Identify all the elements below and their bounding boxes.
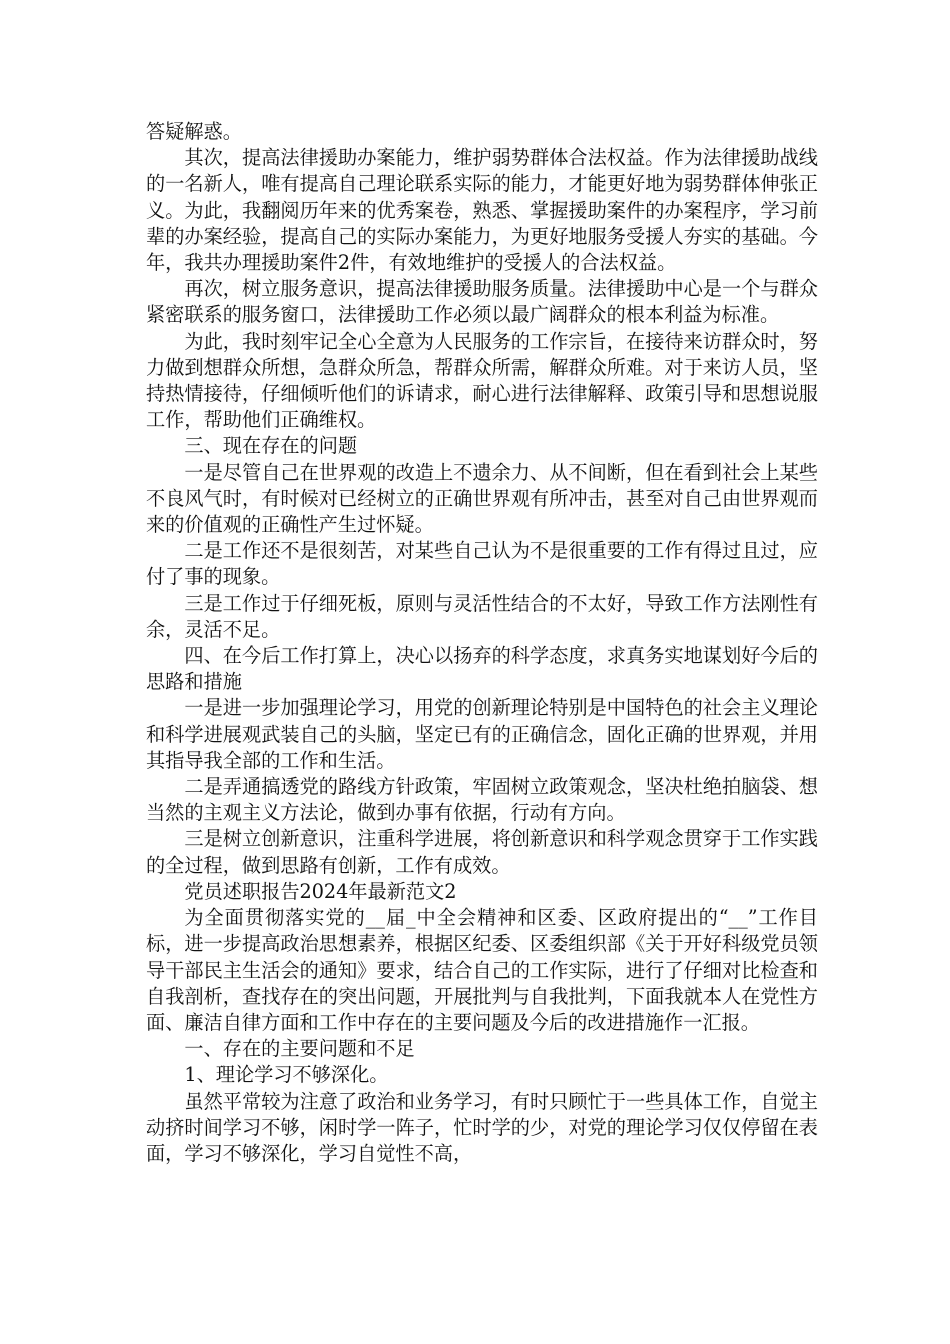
paragraph-plan-2: 二是弄通搞透党的路线方针政策，牢固树立政策观念，坚决杜绝拍脑袋、想当然的主观主义方法论，做到办事有依据，行动有方向。 <box>146 775 818 825</box>
document-body <box>146 119 818 1167</box>
paragraph-serve-people: 为此，我时刻牢记全心全意为人民服务的工作宗旨，在接待来访群众时，努力做到想群众所想，急群众所急，帮群众所需，解群众所难。对于来访人员，坚持热情接待，仔细倾听他们的诉请求，耐心进行法律解释、政策引导和思想说服工作，帮助他们正确维权。 <box>146 329 818 432</box>
paragraph-problem-2: 二是工作还不是很刻苦，对某些自己认为不是很重要的工作有得过且过，应付了事的现象。 <box>146 539 818 589</box>
subheading-theory-study: 1、理论学习不够深化。 <box>184 1063 389 1087</box>
document-subtitle: 党员述职报告2024年最新范文2 <box>184 879 457 903</box>
paragraph-introduction: 为全面贯彻落实党的__届_中全会精神和区委、区政府提出的“__”工作目标，进一步提高政治思想素养，根据区纪委、区委组织部《关于开好科级党员领导干部民主生活会的通知》要求，结合自己的工作实际，进行了仔细对比检查和自我剖析，查找存在的突出问题，开展批判与自我批判，下面我就本人在党性方面、廉洁自律方面和工作中存在的主要问题及今后的改进措施作一汇报。 <box>146 906 818 1034</box>
section-heading-main-problems: 一、存在的主要问题和不足 <box>184 1037 415 1061</box>
paragraph-theory-study: 虽然平常较为注意了政治和业务学习，有时只顾忙于一些具体工作，自觉主动挤时间学习不够，闲时学一阵子，忙时学的少，对党的理论学习仅仅停留在表面，学习不够深化，学习自觉性不高， <box>146 1089 818 1165</box>
paragraph-legal-aid-ability: 其次，提高法律援助办案能力，维护弱势群体合法权益。作为法律援助战线的一名新人，唯有提高自己理论联系实际的能力，才能更好地为弱势群体伸张正义。为此，我翻阅历年来的优秀案卷，熟悉、掌握援助案件的办案程序，学习前辈的办案经验，提高自己的实际办案能力，为更好地服务受援人夯实的基础。今年，我共办理援助案件2件，有效地维护的受援人的合法权益。 <box>146 146 818 275</box>
paragraph-plan-1: 一是进一步加强理论学习，用党的创新理论特别是中国特色的社会主义理论和科学进展观武装自己的头脑，坚定已有的正确信念，固化正确的世界观，并用其指导我全部的工作和生活。 <box>146 696 818 772</box>
paragraph-service-awareness: 再次，树立服务意识，提高法律援助服务质量。法律援助中心是一个与群众紧密联系的服务窗口，法律援助工作必须以最广阔群众的根本利益为标准。 <box>146 277 818 327</box>
paragraph-problem-1: 一是尽管自己在世界观的改造上不遗余力、从不间断，但在看到社会上某些不良风气时，有时候对已经树立的正确世界观有所冲击，甚至对自己由世界观而来的价值观的正确性产生过怀疑。 <box>146 460 818 537</box>
paragraph-problem-3: 三是工作过于仔细死板，原则与灵活性结合的不太好，导致工作方法刚性有余，灵活不足。 <box>146 591 818 641</box>
paragraph-plan-3: 三是树立创新意识，注重科学进展，将创新意识和科学观念贯穿于工作实践的全过程，做到思路有创新，工作有成效。 <box>146 827 818 877</box>
paragraph-continuation: 答疑解惑。 <box>146 120 242 143</box>
section-heading-problems: 三、现在存在的问题 <box>184 434 358 458</box>
section-heading-plans: 四、在今后工作打算上，决心以扬弃的科学态度，求真务实地谋划好今后的思路和措施 <box>146 644 818 694</box>
